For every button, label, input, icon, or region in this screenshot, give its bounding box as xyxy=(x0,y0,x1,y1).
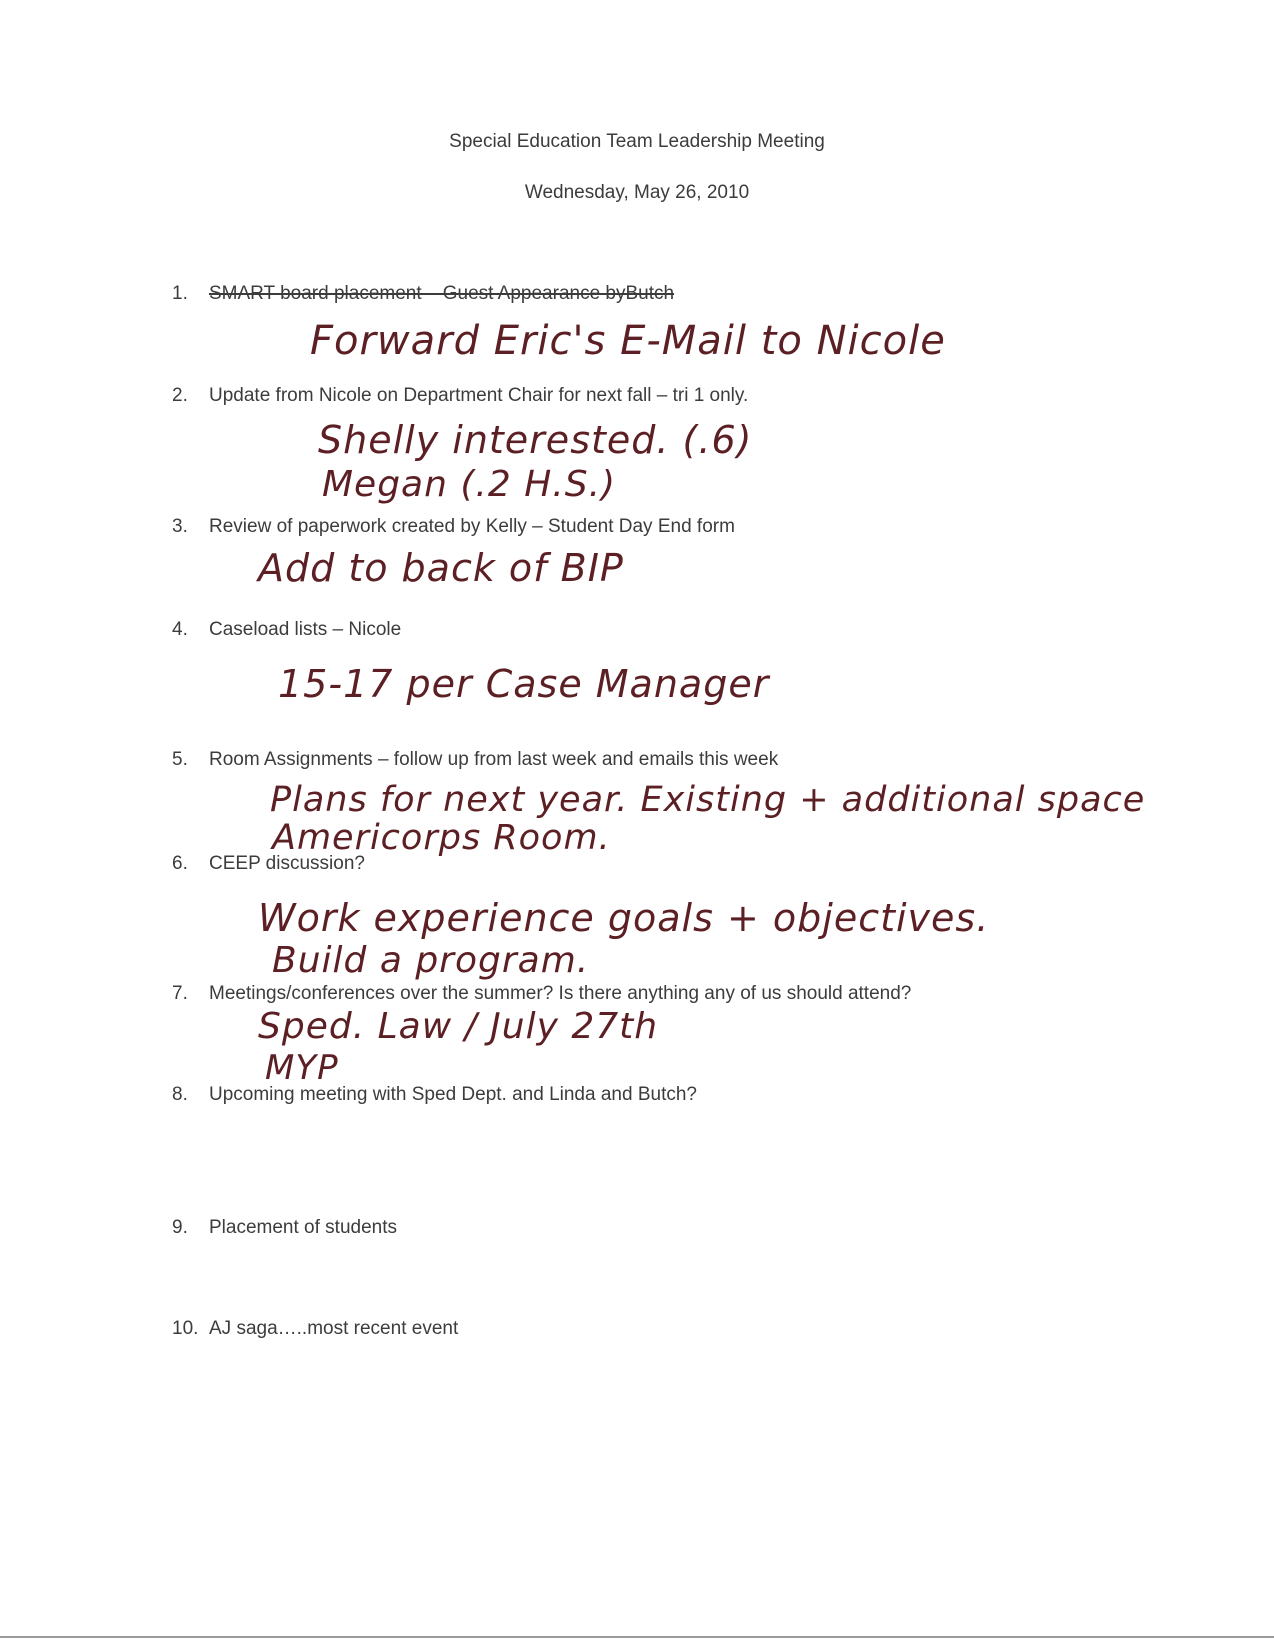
agenda-item-1 xyxy=(172,283,674,305)
agenda-item-5 xyxy=(172,749,778,771)
item-text: SMART board placement – Guest Appearance byButch xyxy=(209,283,675,304)
agenda-title: Special Education Team Leadership Meeting xyxy=(449,131,825,152)
agenda-item-7 xyxy=(172,983,911,1005)
item-number: 7. xyxy=(172,983,188,1004)
item-text: CEEP discussion? xyxy=(209,853,365,874)
agenda-item-10 xyxy=(172,1318,458,1340)
handwritten-note-8: MYP xyxy=(265,1048,339,1088)
handwritten-note-5b: Americorps Room. xyxy=(272,818,611,858)
item-number: 8. xyxy=(172,1084,188,1105)
handwritten-note-4: 15-17 per Case Manager xyxy=(278,662,770,706)
handwritten-note-3: Add to back of BIP xyxy=(258,546,624,590)
item-text: AJ saga…..most recent event xyxy=(209,1318,459,1339)
item-text: Update from Nicole on Department Chair for next fall – tri 1 only. xyxy=(209,385,749,406)
handwritten-note-6b: Build a program. xyxy=(272,940,590,981)
agenda-item-9 xyxy=(172,1217,397,1239)
handwritten-note-1: Forward Eric's E-Mail to Nicole xyxy=(310,318,946,364)
handwritten-note-7: Sped. Law / July 27th xyxy=(258,1006,659,1047)
item-text: Upcoming meeting with Sped Dept. and Linda and Butch? xyxy=(209,1084,697,1105)
item-text: Meetings/conferences over the summer? Is there anything any of us should attend? xyxy=(209,983,912,1004)
item-number: 9. xyxy=(172,1217,188,1238)
item-text: Room Assignments – follow up from last week and emails this week xyxy=(209,749,779,770)
agenda-item-3 xyxy=(172,516,735,538)
item-text: Placement of students xyxy=(209,1217,397,1238)
item-number: 5. xyxy=(172,749,188,770)
item-number: 4. xyxy=(172,619,188,640)
item-number: 3. xyxy=(172,516,188,537)
agenda-item-6 xyxy=(172,853,365,875)
agenda-item-8 xyxy=(172,1084,697,1106)
item-number: 2. xyxy=(172,385,188,406)
handwritten-note-6a: Work experience goals + objectives. xyxy=(258,896,990,940)
item-text: Review of paperwork created by Kelly – Student Day End form xyxy=(209,516,735,537)
handwritten-note-2b: Megan (.2 H.S.) xyxy=(322,464,617,505)
agenda-item-2 xyxy=(172,385,748,407)
handwritten-note-5a: Plans for next year. Existing + additional space xyxy=(270,780,1146,820)
scan-edge-line xyxy=(0,1636,1274,1638)
agenda-item-4 xyxy=(172,619,401,641)
agenda-date: Wednesday, May 26, 2010 xyxy=(524,182,750,203)
handwritten-note-2a: Shelly interested. (.6) xyxy=(318,418,753,462)
item-number: 10. xyxy=(172,1318,199,1339)
item-text: Caseload lists – Nicole xyxy=(209,619,402,640)
item-number: 6. xyxy=(172,853,188,874)
item-number: 1. xyxy=(172,283,188,304)
